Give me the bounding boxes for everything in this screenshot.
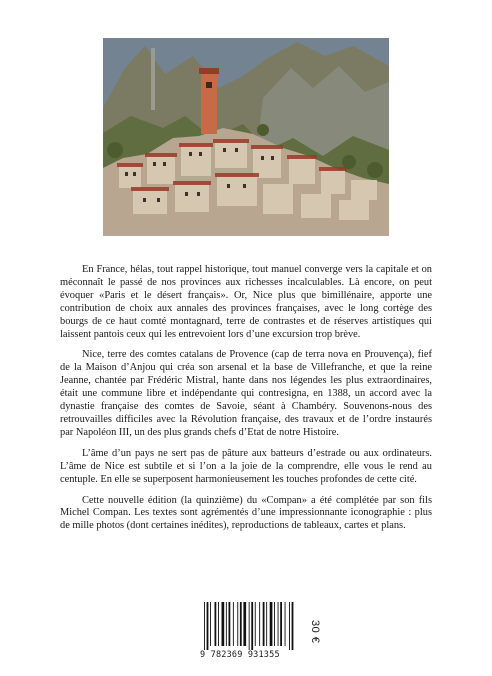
barcode-bars: [200, 600, 298, 650]
cover-photo: [103, 38, 389, 236]
price-label: 30 €: [309, 620, 321, 644]
paragraph-2: Nice, terre des comtes catalans de Provence (cap de terra nova en Prouvença), fief de la Maison d’Anjou qui créa son arsenal et la base de Villefranche, et que la reine Jeanne, chantée par Frédéric Mistral, hante dans nos légendes les plus extraordinaires, était une commune libre et indépendante qui contresigna, en 1388, un accord avec la dynastie française des comtes de Savoie, séant à Chambéry. Souvenons-nous des retrouvailles difficiles avec la Révolution française, des travaux et de l’ordre instaurés par Napoléon III, un des plus grands chefs d’Etat de notre Histoire.: [60, 349, 432, 438]
paragraph-4: Cette nouvelle édition (la quinzième) du «Compan» a été complétée par son fils Michel Compan. Les textes sont agrémentés d’une impressionnante iconographie : plus de mille photos (dont certaines inédites), reproductions de tableaux, cartes et plans.: [60, 494, 432, 532]
paragraph-1: En France, hélas, tout rappel historique, tout manuel converge vers la capitale et on méconnaît le passé de nos provinces aux richesses incalculables. Là encore, on peut évoquer «Paris et le désert français». Or, Nice plus que bimillénaire, apporte une contribution de choix aux annales des provinces françaises, avec le long cortège des bourgs de ce haut comté montagnard, terre de contrastes et de réserves artistiques qui laissent pantois ceux qui les entrevoient lors d’une excursion trop brève.: [60, 264, 432, 340]
back-cover-text: [60, 264, 432, 539]
barcode-digits: 9 782369 931355: [200, 650, 280, 660]
paragraph-3: L’âme d’un pays ne sert pas de pâture aux batteurs d’estrade ou aux ordinateurs. L’âme de Nice est subtile et si l’on a la joie de la comprendre, elle vous le rend au centuple. En elle se superposent harmonieusement les touches profondes de cette cité.: [60, 447, 432, 485]
isbn-barcode: [200, 600, 298, 658]
